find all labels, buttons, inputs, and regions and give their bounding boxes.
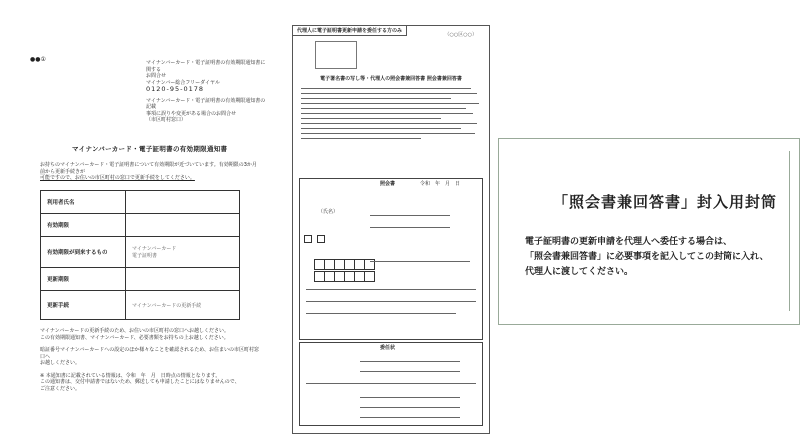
signature-line [370, 215, 450, 216]
footer-line: ご注意ください。 [40, 385, 81, 392]
contact-line: 事項に誤りや変更がある場合のお問合せ [146, 110, 237, 117]
row-label: 更新期限 [41, 268, 126, 291]
checkbox[interactable] [317, 235, 325, 243]
expiry-notice-sheet [26, 22, 266, 432]
contact-line: （市区町村窓口） [146, 117, 187, 123]
text-line [306, 301, 476, 302]
text-line [301, 128, 461, 129]
table-row [41, 291, 240, 320]
notice-title: マイナンバーカード・電子証明書の有効期限通知書 [72, 145, 228, 153]
contact-line: お問合せ [146, 73, 167, 79]
contact-line: マイナンバー総合フリーダイヤル [146, 79, 220, 86]
text-line [301, 118, 441, 119]
row-value [126, 268, 240, 291]
row-label: 利用者氏名 [41, 191, 126, 214]
form-text-block [301, 88, 481, 143]
signature-line [360, 361, 460, 362]
footer-line: この通知書は、交付申請書ではないため、郵送しても申請したことにはなりませんので、 [40, 379, 240, 385]
inquiry-reply-form [292, 25, 490, 434]
envelope-title: 「照会書兼回答書」封入用封筒 [553, 193, 778, 211]
text-line [301, 138, 421, 139]
text-line [370, 261, 470, 262]
contact-info [146, 60, 266, 124]
text-line [301, 88, 471, 89]
row-value [126, 214, 240, 237]
signature-line [360, 417, 460, 418]
signature-line [360, 371, 460, 372]
footer-line: マイナンバーカードの更新手続のため、お住いの市区町村の窓口へお越しください。 [40, 328, 230, 334]
delegation-section [299, 342, 483, 426]
text-line [301, 103, 479, 104]
signature-line [370, 227, 450, 228]
instruction-line: 電子証明書の更新申請を代理人へ委任する場合は、 [525, 237, 733, 247]
section-date: 令和 年 月 日 [420, 181, 461, 187]
notice-footer [40, 328, 262, 392]
signature-line [360, 407, 460, 408]
notice-table [40, 190, 240, 320]
instruction-line: 代理人に渡してください。 [525, 267, 634, 277]
name-label: （氏名） [318, 209, 339, 215]
text-line [306, 383, 476, 384]
text-line [301, 108, 466, 109]
text-line [301, 98, 451, 99]
instruction-line: 「照会書兼回答書」に必要事項を記入してこの封筒に入れ、 [525, 252, 769, 262]
contact-line: マイナンバーカード・電子証明書の有効期限通知書に関する [146, 60, 266, 73]
table-row [41, 268, 240, 291]
address-box [315, 41, 357, 69]
intro-line: 可能ですので、お住いの市区町村の窓口で更新手続をしてください。 [40, 175, 195, 181]
table-row [41, 237, 240, 268]
sheet-marker: ●●① [30, 56, 46, 63]
section-title: 照会書 [380, 181, 396, 187]
table-row [41, 214, 240, 237]
intro-line: お持ちのマイナンバーカード・電子証明書について有効期限が近づいています。有効期限の3か月前から更新手続きが [40, 162, 257, 175]
signature-line [360, 397, 460, 398]
envelope-flap [789, 151, 800, 311]
table-row [41, 191, 240, 214]
text-line [306, 313, 456, 314]
pin-cell[interactable] [364, 271, 375, 282]
contact-line: マイナンバーカード・電子証明書の有効期限通知書の記載 [146, 97, 266, 110]
row-value [126, 191, 240, 214]
form-header: 代理人に電子証明書更新申請を委任する方のみ [292, 25, 407, 36]
text-line [301, 123, 477, 124]
footer-line: お越しください。 [40, 360, 81, 366]
form-top-right: （○○区○○） [444, 32, 477, 38]
check-row [304, 235, 325, 243]
envelope-instructions [525, 235, 795, 280]
checkbox[interactable] [304, 235, 312, 243]
footer-line: ※ 本通知書に記載されている情報は、令和 年 月 日時点の情報となります。 [40, 372, 221, 379]
text-line [301, 113, 473, 114]
contact-phone: 0120-95-0178 [146, 85, 205, 93]
pin-grid [314, 267, 374, 286]
footer-line: 暗証番号マイナンバーカードへの設定のほか様々なことを確認されるため、お住まいの市区町村窓口へ [40, 347, 260, 360]
section-title: 委任状 [380, 345, 396, 351]
row-value: マイナンバーカード 電子証明書 [126, 237, 240, 268]
footer-line: この有効期限通知書、マイナンバーカード、必要書類をお持ちの上お越しください。 [40, 334, 229, 341]
text-line [301, 93, 477, 94]
form-title: 電子署名書の写し等・代理人の照会書兼回答書 照会書兼回答書 [320, 76, 462, 82]
text-line [306, 289, 476, 290]
return-envelope [498, 138, 800, 325]
row-label: 有効期限が到来するもの [41, 237, 126, 268]
notice-intro [40, 162, 260, 182]
text-line [301, 133, 475, 134]
row-value: マイナンバーカードの更新手続 [126, 291, 240, 320]
inquiry-section [299, 178, 483, 340]
row-label: 更新手続 [41, 291, 126, 320]
row-label: 有効期限 [41, 214, 126, 237]
